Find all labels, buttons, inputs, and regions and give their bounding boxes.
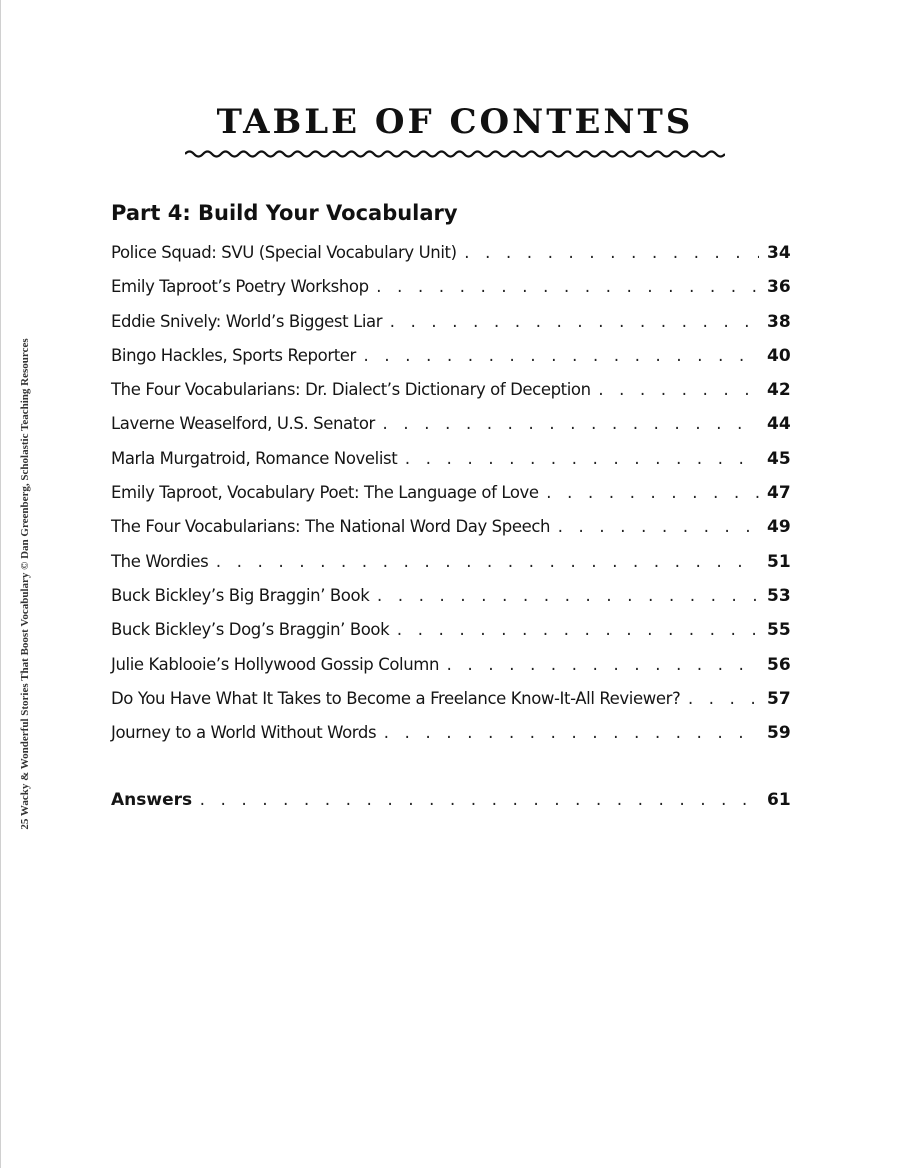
dot-leader xyxy=(686,683,759,717)
dot-leader xyxy=(388,306,759,340)
toc-entry-title: Marla Murgatroid, Romance Novelist xyxy=(111,448,398,468)
toc-entry-title: Eddie Snively: World’s Biggest Liar xyxy=(111,311,383,331)
toc-entry xyxy=(111,476,791,510)
dot-leader xyxy=(556,511,759,545)
toc-entry-title: Journey to a World Without Words xyxy=(111,723,377,743)
dot-leader xyxy=(375,580,759,614)
dot-leader xyxy=(463,237,759,271)
toc-entry-page: 45 xyxy=(767,448,791,469)
toc-entry xyxy=(111,648,791,682)
toc-entry-title: The Four Vocabularians: Dr. Dialect’s Dictionary of Deception xyxy=(111,380,591,400)
toc-entry-page: 56 xyxy=(767,654,791,675)
toc-entry-page: 44 xyxy=(767,414,791,435)
dot-leader xyxy=(445,649,759,683)
dot-leader xyxy=(214,546,759,580)
toc-entry xyxy=(111,613,791,647)
dot-leader xyxy=(198,784,759,818)
toc-entry-page: 38 xyxy=(767,311,791,332)
dot-leader xyxy=(395,614,759,648)
toc-entry-page: 40 xyxy=(767,345,791,366)
toc-entry xyxy=(111,716,791,750)
toc-entry-page: 42 xyxy=(767,380,791,401)
toc-entry-page: 53 xyxy=(767,585,791,606)
toc-entry-page: 34 xyxy=(767,243,791,263)
side-copyright-credit: 25 Wacky & Wonderful Stories That Boost Vocabulary © Dan Greenberg, Scholastic Teaching Resources xyxy=(19,338,31,830)
dot-leader xyxy=(362,340,759,374)
toc-entry-title: Police Squad: SVU (Special Vocabulary Unit) xyxy=(111,243,457,262)
toc-entry-title: Buck Bickley’s Dog’s Braggin’ Book xyxy=(111,620,390,640)
toc-entry xyxy=(111,339,791,373)
toc-entry xyxy=(111,407,791,441)
toc-entry-page: 36 xyxy=(767,277,791,298)
toc-entry xyxy=(111,305,791,339)
toc-entry-title: Do You Have What It Takes to Become a Freelance Know-It-All Reviewer? xyxy=(111,688,681,708)
wavy-underline-decoration xyxy=(185,148,725,160)
toc-entry-title: Emily Taproot’s Poetry Workshop xyxy=(111,277,369,297)
toc-entry xyxy=(111,270,791,304)
toc-entry-title: Julie Kablooie’s Hollywood Gossip Column xyxy=(111,654,440,674)
toc-entry xyxy=(111,545,791,579)
toc-entry-page: 57 xyxy=(767,688,791,709)
dot-leader xyxy=(545,477,759,511)
answers-entry xyxy=(111,783,791,817)
toc-list xyxy=(111,236,791,750)
toc-entry-title: Buck Bickley’s Big Braggin’ Book xyxy=(111,585,370,605)
toc-entry xyxy=(111,579,791,613)
toc-entry xyxy=(111,682,791,716)
dot-leader xyxy=(597,374,759,408)
title-block xyxy=(185,100,725,160)
page-title: TABLE OF CONTENTS xyxy=(216,102,694,142)
toc-entry-title: Emily Taproot, Vocabulary Poet: The Language of Love xyxy=(111,483,539,503)
toc-entry-title: The Wordies xyxy=(111,551,209,571)
answers-page: 61 xyxy=(767,790,791,810)
toc-entry-page: 49 xyxy=(767,517,791,538)
toc-entry-title: Bingo Hackles, Sports Reporter xyxy=(111,345,356,365)
toc-entry xyxy=(111,373,791,407)
dot-leader xyxy=(375,271,759,305)
section-heading: Part 4: Build Your Vocabulary xyxy=(111,201,458,225)
toc-entry-page: 55 xyxy=(767,620,791,641)
dot-leader xyxy=(403,443,759,477)
dot-leader xyxy=(382,717,759,751)
toc-entry-title: Laverne Weaselford, U.S. Senator xyxy=(111,414,375,434)
toc-entry-page: 59 xyxy=(767,723,791,744)
toc-entry xyxy=(111,510,791,544)
answers-title: Answers xyxy=(111,790,193,810)
toc-entry-page: 51 xyxy=(767,551,791,572)
toc-entry xyxy=(111,236,791,270)
toc-entry-title: The Four Vocabularians: The National Word Day Speech xyxy=(111,517,551,537)
toc-entry-page: 47 xyxy=(767,483,791,504)
dot-leader xyxy=(381,408,759,442)
toc-entry xyxy=(111,442,791,476)
